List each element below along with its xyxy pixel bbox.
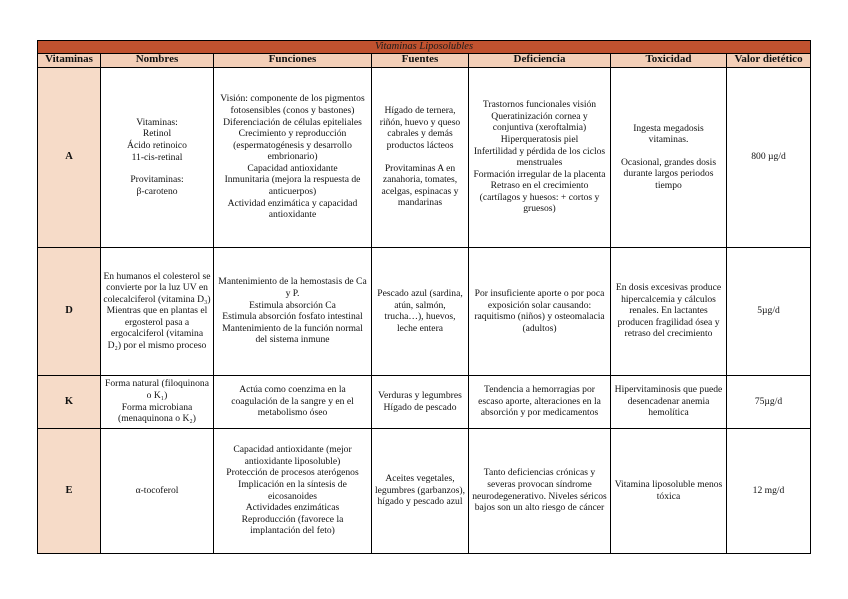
funciones-cell [214, 428, 372, 553]
vitamins-table [37, 40, 811, 554]
toxicidad-line: En dosis excesivas produce hipercalcemia y cálculos renales. En lactantes producen fragilidad ósea y retraso del crecimiento [615, 282, 722, 340]
deficiencia-line: Tanto deficiencias crónicas y severas provocan síndrome neurodegenerativo. Niveles séricos bajos son un alto riesgo de cáncer [472, 467, 607, 514]
nombres-line: Ácido retinoico [127, 140, 187, 151]
deficiencia-line: Por insuficiente aporte o por poca exposición solar causando: raquitismo (niños) y osteomalacia (adultos) [474, 287, 605, 334]
funciones-cell [214, 67, 372, 247]
toxicidad-line: Hipervitaminosis que puede desencadenar anemia hemolítica [614, 384, 723, 419]
fuentes-cell [372, 247, 469, 375]
funciones-line: Crecimiento y reproducción (espermatogénesis y desarrollo embrionario) [233, 128, 352, 163]
header-vitaminas: Vitaminas [38, 53, 101, 67]
nombres-line: Provitaminas: [130, 174, 184, 186]
line-gap [374, 152, 466, 163]
toxicidad-cell [611, 428, 727, 553]
toxicidad-line: Vitamina liposoluble menos tóxica [614, 479, 723, 502]
nombres-cell [101, 67, 214, 247]
table-row [38, 67, 811, 247]
deficiencia-line: Trastornos funcionales visión [482, 99, 597, 111]
funciones-line: Estimula absorción fosfato intestinal [222, 311, 363, 323]
table-row [38, 247, 811, 375]
deficiencia-cell [469, 67, 611, 247]
nombres-cell [101, 247, 214, 375]
nombres-cell [101, 428, 214, 553]
vitamin-cell: E [38, 428, 101, 553]
nombres-line: Forma microbiana (menaquinona o K₂) [118, 401, 196, 425]
funciones-cell [214, 247, 372, 375]
funciones-line: Capacidad antioxidante [247, 162, 338, 174]
fuentes-line: Provitaminas A en zanahoria, tomates, acelgas, espinacas y mandarinas [381, 162, 459, 209]
nombres-line: En humanos el colesterol se convierte por la luz UV en colecalciferol (vitamina D₃) [103, 270, 211, 305]
fuentes-cell [372, 67, 469, 247]
valor-dietetico-cell: 5µg/d [727, 247, 811, 375]
valor-dietetico-cell: 75µg/d [727, 375, 811, 428]
table-title: Vitaminas Liposolubles [38, 41, 811, 54]
toxicidad-cell [611, 247, 727, 375]
header-fuentes: Fuentes [372, 53, 469, 67]
funciones-line: Reproducción (favorece la implantación del feto) [241, 513, 344, 537]
deficiencia-cell [469, 375, 611, 428]
header-valor-dietetico: Valor dietético [727, 53, 811, 67]
deficiencia-line: Tendencia a hemorragias por escaso aporte, alteraciones en la absorción y por medicamentos [478, 384, 601, 419]
deficiencia-line: Hiperqueratosis piel [500, 133, 579, 145]
fuentes-cell [372, 428, 469, 553]
header-toxicidad: Toxicidad [611, 53, 727, 67]
nombres-line: 11-cis-retinal [131, 151, 183, 163]
vitamin-cell: A [38, 67, 101, 247]
funciones-line: Inmunitaria (mejora la respuesta de anticuerpos) [224, 174, 361, 198]
deficiencia-line: Infertilidad y pérdida de los ciclos menstruales [473, 145, 606, 169]
funciones-line: Diferenciación de células epiteliales [223, 116, 362, 128]
deficiencia-line: Formación irregular de la placenta [473, 168, 606, 180]
nombres-line: α-tocoferol [135, 484, 179, 496]
header-funciones: Funciones [214, 53, 372, 67]
nombres-line: Vitaminas: [136, 116, 178, 128]
fuentes-cell [372, 375, 469, 428]
toxicidad-line: Ingesta megadosis vitaminas. [633, 122, 704, 146]
funciones-line: Capacidad antioxidante (mejor antioxidante liposoluble) [233, 444, 352, 467]
vitamin-cell: D [38, 247, 101, 375]
table-body [38, 67, 811, 553]
line-gap [613, 146, 724, 157]
valor-dietetico-cell: 800 µg/d [727, 67, 811, 247]
deficiencia-line: Retraso en el crecimiento (cartílagos y huesos: + cortos y gruesos) [479, 180, 600, 215]
header-deficiencia: Deficiencia [469, 53, 611, 67]
deficiencia-cell [469, 247, 611, 375]
nombres-line: Retinol [142, 128, 172, 140]
nombres-cell [101, 375, 214, 428]
toxicidad-cell [611, 67, 727, 247]
fuentes-line: Hígado de ternera, riñón, huevo y queso cabrales y demás productos lácteos [379, 105, 461, 151]
nombres-line: β-caroteno [136, 185, 178, 197]
toxicidad-cell [611, 375, 727, 428]
valor-dietetico-cell: 12 mg/d [727, 428, 811, 553]
funciones-line: Estimula absorción Ca [249, 299, 336, 311]
nombres-line: Forma natural (filoquinona o K₁) [105, 378, 209, 401]
toxicidad-line: Ocasional, grandes dosis durante largos periodos tiempo [620, 156, 717, 191]
table-row [38, 428, 811, 553]
deficiencia-cell [469, 428, 611, 553]
funciones-line: Mantenimiento de la hemostasis de Ca y P. [218, 276, 367, 299]
nombres-line: Mientras que en plantas el ergosterol pasa a ergocalciferol (vitamina D₂) por el mismo proceso [106, 305, 208, 352]
funciones-cell [214, 375, 372, 428]
fuentes-line: Aceites vegetales, legumbres (garbanzos), hígado y pescado azul [374, 473, 466, 508]
funciones-line: Actúa como coenzima en la coagulación de la sangre y en el metabolismo óseo [231, 384, 354, 419]
funciones-line: Protección de procesos aterógenos [226, 467, 359, 479]
fuentes-line: Pescado azul (sardina, atún, salmón, trucha…), huevos, leche entera [377, 287, 463, 334]
funciones-line: Visión: componente de los pigmentos fotosensibles (conos y bastones) [220, 93, 365, 116]
funciones-line: Actividades enzimáticas [245, 502, 340, 514]
fuentes-line: Verduras y legumbres [378, 390, 462, 401]
line-gap [103, 163, 211, 174]
funciones-line: Mantenimiento de la función normal del sistema inmune [222, 322, 363, 346]
fuentes-line: Hígado de pescado [383, 401, 457, 413]
funciones-line: Actividad enzimática y capacidad antioxidante [227, 197, 358, 221]
vitamin-cell: K [38, 375, 101, 428]
deficiencia-line: Queratinización cornea y conjuntiva (xeroftalmia) [491, 110, 588, 134]
funciones-line: Implicación en la síntesis de eicosanoides [238, 479, 347, 502]
header-nombres: Nombres [101, 53, 214, 67]
table-row [38, 375, 811, 428]
